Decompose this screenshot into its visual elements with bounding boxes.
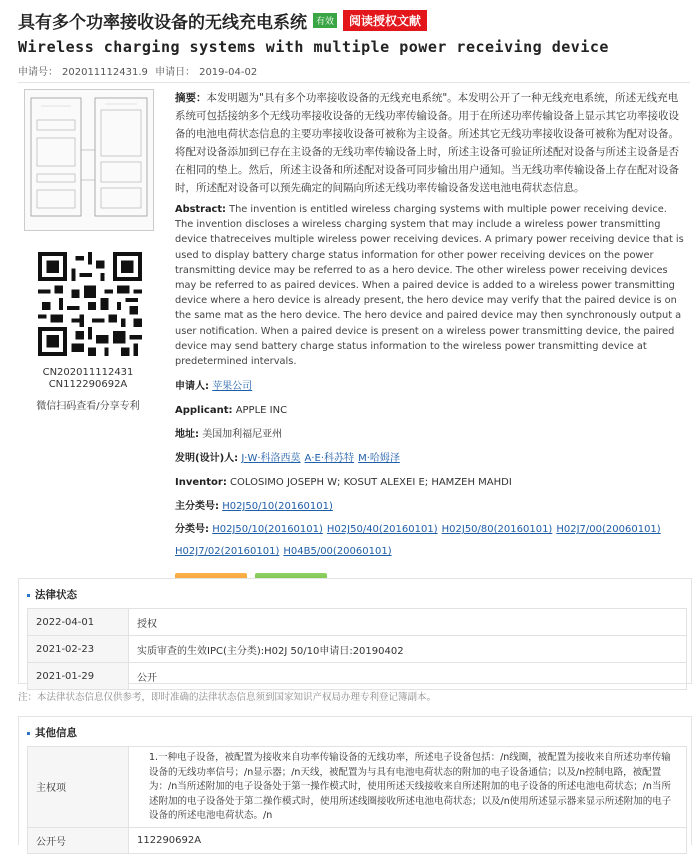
table-row: 主权项 1.一种电子设备，被配置为接收来自功率传输设备的无线功率，所述电子设备包括：/n线圈，被配置为接收来自所述功率传输设备的无线功率信号；/n显示器；/n天线，被配置为与具有电池电荷状态的附加的电子设备通信；以及/n控制电路，被配置为：/n当所述附加的电子设备处于第一操作模式时，使用所述天线接收来自所述附加的电子设备的所述电池电荷状态；/n当所述附加的电子设备处于第二操作模式时，使用所述线圈接收所述电池电荷状态；以及/n使用所述显示器来显示所述附加的电子设备的所述电池电荷状态。/n (28, 747, 687, 828)
application-meta: 申请号： 202011112431.9 申请日： 2019-04-02 (18, 67, 258, 78)
class-link[interactable]: H02J7/02(20160101) (175, 546, 280, 558)
section-title: 其他信息 (19, 717, 691, 746)
application-date: 2019-04-02 (199, 67, 258, 78)
legal-note: 注：本法律状态信息仅供参考，即时准确的法律状态信息须到国家知识产权局办理专利登记簿副本。 (18, 692, 437, 703)
inventor-link[interactable]: J·W·科洛西莫 (241, 453, 301, 465)
class-link[interactable]: H02J50/40(20160101) (326, 524, 438, 536)
inventor-row: Inventor: COLOSIMO JOSEPH W; KOSUT ALEXEI E; HAMZEH MAHDI (175, 477, 512, 489)
legal-status-table (27, 608, 687, 690)
class-link[interactable]: H02J50/10(20160101) (212, 524, 323, 536)
main-class-link[interactable]: H02J50/10(20160101) (222, 501, 333, 513)
applicant-row: Applicant: APPLE INC (175, 405, 288, 417)
table-row: 2021-01-29 公开 (28, 663, 687, 690)
qr-code (38, 252, 142, 356)
right-column (175, 89, 687, 600)
address-row: 地址: 美国加利福尼亚州 (175, 429, 283, 441)
class-link[interactable]: H02J7/00(20060101) (556, 524, 661, 536)
status-badge: 有效 (313, 13, 337, 28)
inventor-cn-row: 发明(设计)人: J·W·科洛西莫 A·E·科苏特 M·哈姆泽 (175, 453, 400, 465)
class-row: 分类号: H02J50/10(20160101) H02J50/40(20160101) H02J50/80(20160101) H02J7/00(20060101) H02J7/02(20160101) H04B5/00(20060101) (175, 524, 661, 558)
read-authorized-button[interactable]: 阅读授权文献 (343, 10, 427, 31)
section-title: 法律状态 (19, 579, 691, 608)
main-panel (18, 82, 690, 563)
table-row: 2021-02-23 实质审查的生效IPC(主分类):H02J 50/10申请日:20190402 (28, 636, 687, 663)
title-cn: 具有多个功率接收设备的无线充电系统 (18, 13, 307, 33)
inventor-link[interactable]: M·哈姆泽 (358, 453, 400, 465)
wechat-share-text: 微信扫码查看/分享专利 (36, 401, 140, 412)
class-link[interactable]: H04B5/00(20060101) (283, 546, 392, 558)
main-class-row: 主分类号: H02J50/10(20160101) (175, 501, 333, 513)
title-en: Wireless charging systems with multiple power receiving device (18, 38, 609, 56)
applicant-cn-link[interactable]: 苹果公司 (212, 381, 253, 393)
application-number: 202011112431.9 (62, 67, 148, 78)
class-link[interactable]: H02J50/80(20160101) (441, 524, 553, 536)
left-column (24, 89, 164, 412)
other-info-section (18, 716, 692, 848)
table-row: 公开号 112290692A (28, 827, 687, 853)
header (0, 0, 700, 78)
inventor-link[interactable]: A·E·科苏特 (304, 453, 355, 465)
patent-drawing-thumbnail[interactable] (24, 89, 154, 231)
legal-status-section (18, 578, 692, 684)
other-info-table (27, 746, 687, 854)
abstract-cn: 摘要：本发明题为"具有多个功率接收设备的无线充电系统"。本发明公开了一种无线充电系统，所述无线充电系统可包括接纳多个无线功率接收设备的无线功率传输设备。用于在所述功率传输设备上显示其它功率接收设备的电池电荷状态信息的主要功率接收设备可被称为主设备。所述其它无线功率接收设备可被称为配对设备。将配对设备添加到已存在主设备的无线功率传输设备上时，所述主设备可验证所述配对设备与所述主设备是否在相同的垫上。然后，所述主设备和所述配对设备可同步输出用户通知。当无线功率传输设备上存在配对设备时，所述配对设备可以预先确定的间隔向所述无线功率传输设备发送电池电荷状态信息。 (175, 92, 679, 194)
cn-numbers: CN202011112431 CN112290692A (42, 367, 134, 390)
abstract-en: Abstract: The invention is entitled wireless charging systems with multiple power receiving device. The invention discloses a wireless charging system that may include a wireless power transmitting device thatreceives multiple wireless power receiving devices. A primary power receiving device that is used to display battery charge status information for other power receiving devices on the power transmitting device may be referred to as a hero device. The other wireless power receiving devices may be referred to as paired devices. When a paired device is added to a wireless power transmitting device where a hero device is already present, the hero device may verify that the paired device is on the same mat as the hero device. The hero device and paired device may then synchronously output a user notification. When a paired device is present on a wireless power transmitting device, the paired device may send battery charge status information to the wireless power transmitting device at predetermined intervals. (175, 204, 684, 368)
table-row: 2022-04-01 授权 (28, 609, 687, 636)
applicant-cn-row: 申请人: 苹果公司 (175, 381, 253, 393)
